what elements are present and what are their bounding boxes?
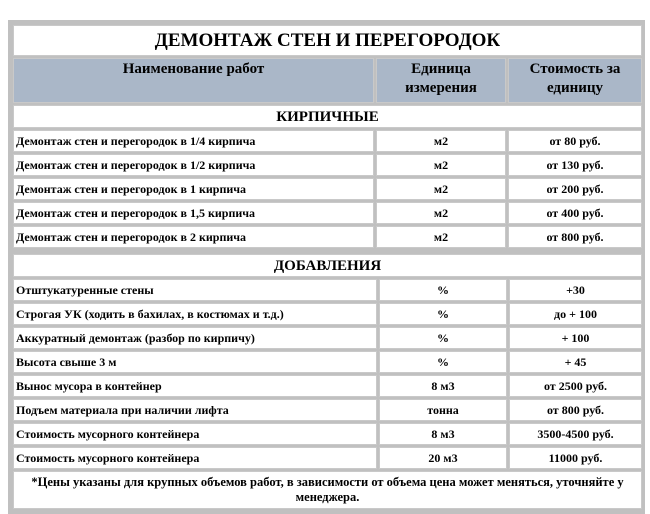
work-unit: % — [379, 327, 507, 349]
work-name: Подъем материала при наличии лифта — [13, 399, 377, 421]
work-name: Аккуратный демонтаж (разбор по кирпичу) — [13, 327, 377, 349]
table-row — [13, 303, 642, 325]
work-unit: % — [379, 303, 507, 325]
work-unit: 8 м3 — [379, 375, 507, 397]
table-row — [13, 375, 642, 397]
table-row — [13, 178, 642, 200]
work-price: до + 100 — [509, 303, 642, 325]
table-row — [13, 226, 642, 248]
work-unit: 20 м3 — [379, 447, 507, 469]
table-header-row — [13, 58, 642, 103]
table-row — [13, 351, 642, 373]
table-row — [13, 399, 642, 421]
work-price: от 200 руб. — [508, 178, 642, 200]
page-title: ДЕМОНТАЖ СТЕН И ПЕРЕГОРОДОК — [13, 25, 642, 56]
table-row — [13, 327, 642, 349]
column-header-unit: Единица измерения — [376, 58, 506, 103]
table-row — [13, 154, 642, 176]
work-unit: тонна — [379, 399, 507, 421]
section-title-bricks: КИРПИЧНЫЕ — [13, 105, 642, 128]
work-name: Демонтаж стен и перегородок в 1,5 кирпича — [13, 202, 374, 224]
work-price: от 80 руб. — [508, 130, 642, 152]
work-name: Вынос мусора в контейнер — [13, 375, 377, 397]
work-price: от 800 руб. — [509, 399, 642, 421]
work-price: от 800 руб. — [508, 226, 642, 248]
work-name: Стоимость мусорного контейнера — [13, 423, 377, 445]
work-unit: м2 — [376, 178, 506, 200]
work-unit: м2 — [376, 154, 506, 176]
work-name: Демонтаж стен и перегородок в 2 кирпича — [13, 226, 374, 248]
work-price: от 2500 руб. — [509, 375, 642, 397]
work-price: + 100 — [509, 327, 642, 349]
work-price: + 45 — [509, 351, 642, 373]
work-name: Демонтаж стен и перегородок в 1/4 кирпича — [13, 130, 374, 152]
work-price: от 400 руб. — [508, 202, 642, 224]
column-header-price: Стоимость за единицу — [508, 58, 642, 103]
price-list — [8, 20, 645, 514]
price-table-bricks — [11, 23, 644, 250]
table-row — [13, 279, 642, 301]
price-note: *Цены указаны для крупных объемов работ, в зависимости от объема цена может меняться, уточняйте у менеджера. — [13, 471, 642, 509]
work-name: Отштукатуренные стены — [13, 279, 377, 301]
work-name: Строгая УК (ходить в бахилах, в костюмах и т.д.) — [13, 303, 377, 325]
work-name: Демонтаж стен и перегородок в 1 кирпича — [13, 178, 374, 200]
price-table-additions — [11, 252, 644, 511]
section-title-additions: ДОБАВЛЕНИЯ — [13, 254, 642, 277]
work-unit: м2 — [376, 226, 506, 248]
table-row — [13, 447, 642, 469]
work-name: Высота свыше 3 м — [13, 351, 377, 373]
work-unit: % — [379, 279, 507, 301]
work-price: 3500-4500 руб. — [509, 423, 642, 445]
work-unit: м2 — [376, 130, 506, 152]
work-unit: 8 м3 — [379, 423, 507, 445]
work-price: 11000 руб. — [509, 447, 642, 469]
work-price: от 130 руб. — [508, 154, 642, 176]
table-row — [13, 202, 642, 224]
work-name: Стоимость мусорного контейнера — [13, 447, 377, 469]
column-header-name: Наименование работ — [13, 58, 374, 103]
work-price: +30 — [509, 279, 642, 301]
work-name: Демонтаж стен и перегородок в 1/2 кирпича — [13, 154, 374, 176]
work-unit: м2 — [376, 202, 506, 224]
work-unit: % — [379, 351, 507, 373]
table-row — [13, 130, 642, 152]
table-row — [13, 423, 642, 445]
